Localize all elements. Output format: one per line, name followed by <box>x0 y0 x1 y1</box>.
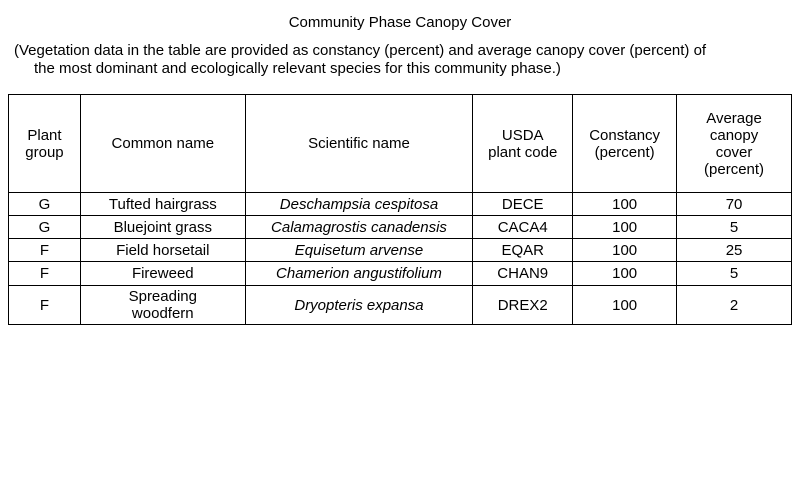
header-text: plant code <box>488 143 558 161</box>
header-text: cover <box>715 143 753 161</box>
header-text: (percent) <box>704 160 765 178</box>
cell-constancy: 100 <box>573 262 677 286</box>
cell-constancy: 100 <box>573 286 677 325</box>
cell-scientific-name: Calamagrostis canadensis <box>245 216 473 239</box>
cell-plant-group: G <box>9 216 81 239</box>
header-scientific-name <box>245 95 473 193</box>
cell-usda-code: DECE <box>473 193 573 216</box>
header-usda-code <box>473 95 573 193</box>
description-line-2: the most dominant and ecologically relevant species for this community phase.) <box>34 60 561 77</box>
cell-text: Tufted hairgrass <box>108 195 217 213</box>
cell-plant-group: F <box>9 286 81 325</box>
cell-constancy: 100 <box>573 193 677 216</box>
header-text: canopy <box>709 126 759 144</box>
description-line-1: (Vegetation data in the table are provided as constancy (percent) and average canopy cover (percent) of <box>14 42 707 59</box>
cell-usda-code: DREX2 <box>473 286 573 325</box>
cell-text: woodfern <box>131 305 194 322</box>
table-row <box>9 262 792 286</box>
cell-average-cover: 2 <box>677 286 792 325</box>
header-average-canopy-cover <box>677 95 792 193</box>
cell-constancy: 100 <box>573 239 677 262</box>
header-constancy <box>573 95 677 193</box>
table-description <box>14 42 794 78</box>
table-row <box>9 216 792 239</box>
cell-scientific-name: Dryopteris expansa <box>245 286 473 325</box>
cell-usda-code: EQAR <box>473 239 573 262</box>
table-row <box>9 193 792 216</box>
cell-constancy: 100 <box>573 216 677 239</box>
cell-usda-code: CHAN9 <box>473 262 573 286</box>
cell-scientific-name: Chamerion angustifolium <box>245 262 473 286</box>
header-text: USDA <box>501 126 544 144</box>
header-text: Plant <box>27 126 62 144</box>
canopy-cover-table <box>8 94 792 325</box>
table-header-row <box>9 95 792 193</box>
header-text: Scientific name <box>308 135 410 152</box>
cell-average-cover: 25 <box>677 239 792 262</box>
header-plant-group <box>9 95 81 193</box>
header-text: Average <box>706 109 762 127</box>
cell-text: Fireweed <box>131 265 194 282</box>
table-row <box>9 286 792 325</box>
cell-plant-group: F <box>9 262 81 286</box>
table-row <box>9 239 792 262</box>
cell-common-name <box>80 262 245 286</box>
cell-text: Field horsetail <box>116 241 210 259</box>
cell-common-name <box>80 239 245 262</box>
cell-average-cover: 5 <box>677 216 792 239</box>
cell-scientific-name: Deschampsia cespitosa <box>245 193 473 216</box>
cell-common-name <box>80 216 245 239</box>
cell-plant-group: G <box>9 193 81 216</box>
header-text: (percent) <box>594 143 655 161</box>
cell-average-cover: 70 <box>677 193 792 216</box>
page-title: Community Phase Canopy Cover <box>288 14 512 31</box>
header-text: group <box>25 143 64 161</box>
header-common-name <box>80 95 245 193</box>
cell-text: Bluejoint grass <box>113 218 212 236</box>
cell-scientific-name: Equisetum arvense <box>245 239 473 262</box>
cell-common-name <box>80 193 245 216</box>
cell-common-name <box>80 286 245 325</box>
cell-text: Spreading <box>128 288 197 305</box>
header-text: Common name <box>111 135 215 152</box>
cell-average-cover: 5 <box>677 262 792 286</box>
cell-usda-code: CACA4 <box>473 216 573 239</box>
header-text: Constancy <box>589 126 661 144</box>
cell-plant-group: F <box>9 239 81 262</box>
